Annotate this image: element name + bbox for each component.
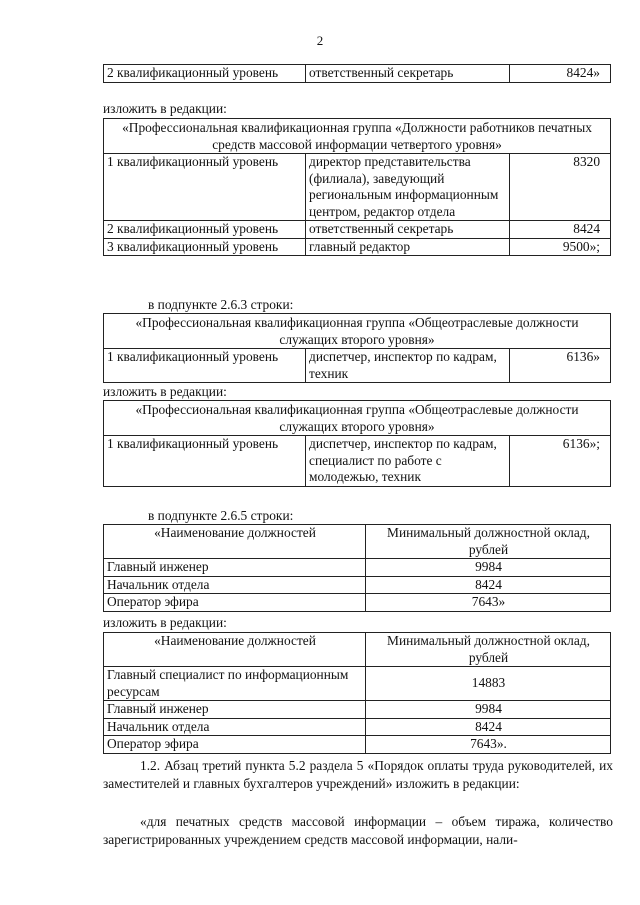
group-header: «Профессиональная квалификационная группа «Общеотраслевые должности служащих второго уровня» xyxy=(104,401,611,436)
salary-cell: 9984 xyxy=(366,559,611,577)
table-print-media-group xyxy=(103,118,611,256)
salary-cell: 8424 xyxy=(366,576,611,594)
table-row xyxy=(104,559,611,577)
salary-cell: 6136»; xyxy=(510,436,611,487)
salary-cell: 7643» xyxy=(366,594,611,612)
header-salary-cell: Минимальный должностной оклад, рублей xyxy=(366,525,611,559)
position-name-cell: Начальник отдела xyxy=(104,718,366,736)
level-cell: 1 квалификационный уровень xyxy=(104,349,306,383)
position-cell: ответственный секретарь xyxy=(306,221,510,239)
table-old-secretary xyxy=(103,64,611,83)
position-cell: главный редактор xyxy=(306,238,510,256)
table-row xyxy=(104,718,611,736)
position-name-cell: Главный инженер xyxy=(104,559,366,577)
salary-cell: 9984 xyxy=(366,701,611,719)
salary-cell: 8424» xyxy=(510,65,611,83)
table-row xyxy=(104,701,611,719)
salary-cell: 6136» xyxy=(510,349,611,383)
intro-text: изложить в редакции: xyxy=(103,384,227,399)
intro-text: в подпункте 2.6.3 строки: xyxy=(148,297,294,312)
group-header-row xyxy=(104,314,611,349)
position-name-cell: Главный специалист по информационным ресурсам xyxy=(104,667,366,701)
level-cell: 1 квалификационный уровень xyxy=(104,436,306,487)
position-cell: директор представительства (филиала), заведующий региональным информационным центром, редактор отдела xyxy=(306,154,510,221)
position-cell: диспетчер, инспектор по кадрам, техник xyxy=(306,349,510,383)
intro-text: изложить в редакции: xyxy=(103,101,227,116)
intro-text: изложить в редакции: xyxy=(103,615,227,630)
salary-cell: 8320 xyxy=(510,154,611,221)
table-row xyxy=(104,349,611,383)
table-general-group-old xyxy=(103,313,611,383)
salary-cell: 8424 xyxy=(510,221,611,239)
table-header-row xyxy=(104,525,611,559)
intro-text: в подпункте 2.6.5 строки: xyxy=(148,508,294,523)
table-row xyxy=(104,667,611,701)
paragraph: «для печатных средств массовой информации – объем тиража, количество зарегистрированных учреждением средств массовой информации, нали- xyxy=(103,814,613,847)
group-header: «Профессиональная квалификационная группа «Должности работников печатных средств массовой информации четвертого уровня» xyxy=(104,119,611,154)
position-name-cell: Оператор эфира xyxy=(104,736,366,754)
header-salary-cell: Минимальный должностной оклад, рублей xyxy=(366,633,611,667)
level-cell: 1 квалификационный уровень xyxy=(104,154,306,221)
level-cell: 2 квалификационный уровень xyxy=(104,221,306,239)
table-row xyxy=(104,736,611,754)
header-name-cell: «Наименование должностей xyxy=(104,633,366,667)
position-name-cell: Начальник отдела xyxy=(104,576,366,594)
table-row xyxy=(104,436,611,487)
table-row xyxy=(104,154,611,221)
salary-cell: 8424 xyxy=(366,718,611,736)
table-row xyxy=(104,221,611,239)
position-cell: ответственный секретарь xyxy=(306,65,510,83)
page-number: 2 xyxy=(316,33,324,48)
position-cell: диспетчер, инспектор по кадрам, специалист по работе с молодежью, техник xyxy=(306,436,510,487)
level-cell: 2 квалификационный уровень xyxy=(104,65,306,83)
group-header: «Профессиональная квалификационная группа «Общеотраслевые должности служащих второго уровня» xyxy=(104,314,611,349)
table-row xyxy=(104,65,611,83)
position-name-cell: Оператор эфира xyxy=(104,594,366,612)
salary-cell: 9500»; xyxy=(510,238,611,256)
salary-cell: 14883 xyxy=(366,667,611,701)
table-row xyxy=(104,594,611,612)
table-row xyxy=(104,576,611,594)
table-general-group-new xyxy=(103,400,611,487)
group-header-row xyxy=(104,401,611,436)
header-name-cell: «Наименование должностей xyxy=(104,525,366,559)
salary-cell: 7643». xyxy=(366,736,611,754)
paragraph: 1.2. Абзац третий пункта 5.2 раздела 5 «Порядок оплаты труда руководителей, их заместителей и главных бухгалтеров учреждений» изложить в редакции: xyxy=(103,758,613,791)
table-row xyxy=(104,238,611,256)
level-cell: 3 квалификационный уровень xyxy=(104,238,306,256)
position-name-cell: Главный инженер xyxy=(104,701,366,719)
table-positions-old xyxy=(103,524,611,612)
group-header-row xyxy=(104,119,611,154)
table-positions-new xyxy=(103,632,611,754)
table-header-row xyxy=(104,633,611,667)
